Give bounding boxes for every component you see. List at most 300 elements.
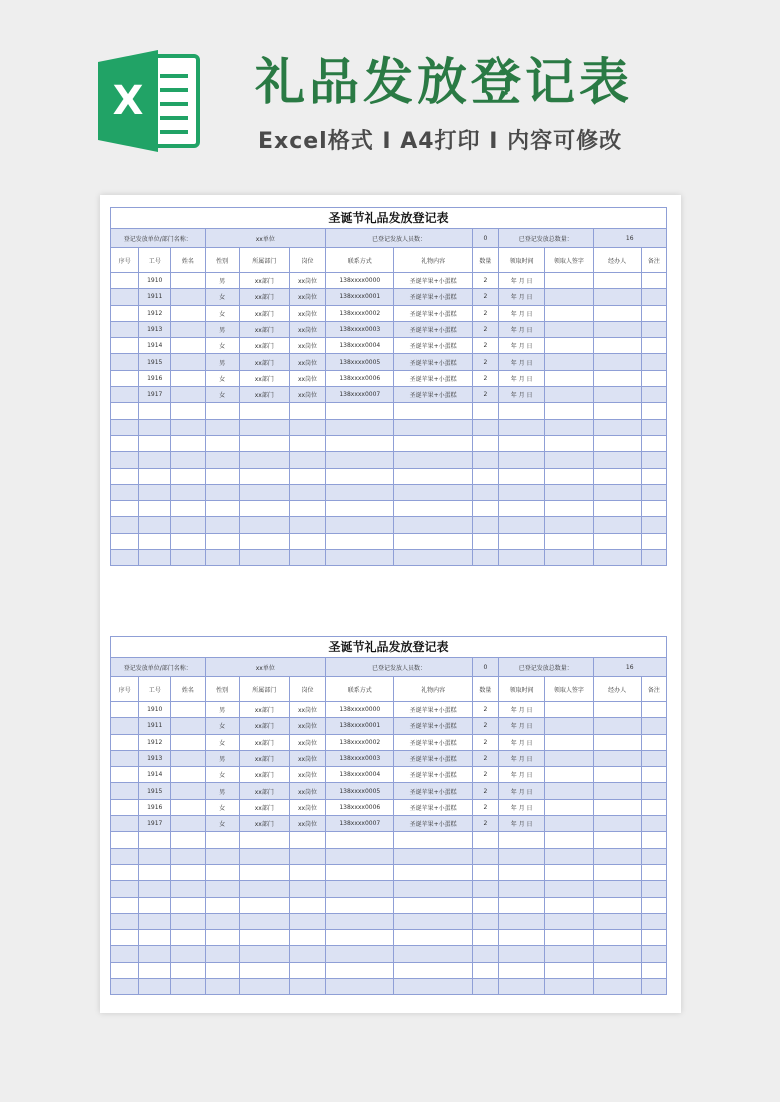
table-cell[interactable]: 138xxxx0001 (326, 289, 394, 305)
table-cell[interactable] (641, 897, 666, 913)
table-cell[interactable] (545, 750, 593, 766)
table-cell[interactable] (171, 305, 205, 321)
table-cell[interactable] (394, 501, 472, 517)
table-cell[interactable] (545, 370, 593, 386)
table-cell[interactable] (111, 930, 139, 946)
table-cell[interactable]: xx部门 (239, 750, 289, 766)
table-cell[interactable] (641, 484, 666, 500)
table-cell[interactable] (593, 517, 641, 533)
table-cell[interactable]: 138xxxx0000 (326, 273, 394, 289)
table-cell[interactable] (239, 930, 289, 946)
table-cell[interactable] (593, 484, 641, 500)
table-cell[interactable] (499, 848, 545, 864)
table-cell[interactable] (499, 930, 545, 946)
table-cell[interactable] (289, 435, 325, 451)
table-cell[interactable] (171, 979, 205, 995)
table-cell[interactable]: 男 (205, 702, 239, 718)
table-cell[interactable] (111, 702, 139, 718)
table-cell[interactable]: 138xxxx0002 (326, 305, 394, 321)
table-cell[interactable]: 138xxxx0000 (326, 702, 394, 718)
table-cell[interactable] (593, 734, 641, 750)
table-cell[interactable] (139, 864, 171, 880)
table-cell[interactable]: 年 月 日 (499, 799, 545, 815)
table-cell[interactable]: 1915 (139, 354, 171, 370)
table-cell[interactable] (326, 930, 394, 946)
table-cell[interactable]: 1917 (139, 816, 171, 832)
table-cell[interactable] (111, 321, 139, 337)
table-cell[interactable] (111, 848, 139, 864)
table-cell[interactable]: 2 (472, 718, 498, 734)
table-cell[interactable] (239, 962, 289, 978)
table-cell[interactable] (593, 419, 641, 435)
table-cell[interactable] (593, 533, 641, 549)
table-cell[interactable]: 圣诞苹果+小蛋糕 (394, 799, 472, 815)
table-cell[interactable] (289, 864, 325, 880)
table-cell[interactable] (545, 848, 593, 864)
table-cell[interactable] (641, 913, 666, 929)
table-cell[interactable]: 年 月 日 (499, 305, 545, 321)
table-cell[interactable] (326, 533, 394, 549)
table-cell[interactable]: 138xxxx0007 (326, 387, 394, 403)
table-cell[interactable] (472, 930, 498, 946)
table-cell[interactable]: 1913 (139, 321, 171, 337)
table-cell[interactable] (111, 370, 139, 386)
table-cell[interactable] (205, 979, 239, 995)
table-cell[interactable] (326, 484, 394, 500)
table-cell[interactable] (499, 897, 545, 913)
table-cell[interactable] (171, 832, 205, 848)
table-cell[interactable]: 138xxxx0004 (326, 338, 394, 354)
table-cell[interactable] (641, 799, 666, 815)
table-cell[interactable] (593, 816, 641, 832)
table-cell[interactable]: 138xxxx0001 (326, 718, 394, 734)
table-cell[interactable] (472, 517, 498, 533)
table-cell[interactable] (171, 848, 205, 864)
table-cell[interactable]: 2 (472, 354, 498, 370)
table-cell[interactable]: xx部门 (239, 305, 289, 321)
table-cell[interactable]: 年 月 日 (499, 734, 545, 750)
table-cell[interactable] (239, 419, 289, 435)
table-cell[interactable] (394, 962, 472, 978)
table-cell[interactable] (593, 305, 641, 321)
table-cell[interactable] (545, 864, 593, 880)
table-cell[interactable] (394, 946, 472, 962)
table-cell[interactable] (499, 913, 545, 929)
table-cell[interactable] (593, 962, 641, 978)
table-cell[interactable]: xx部门 (239, 370, 289, 386)
table-cell[interactable] (593, 767, 641, 783)
table-cell[interactable] (239, 533, 289, 549)
table-cell[interactable] (111, 387, 139, 403)
table-cell[interactable] (171, 517, 205, 533)
table-cell[interactable] (593, 550, 641, 566)
table-cell[interactable] (641, 979, 666, 995)
table-cell[interactable] (472, 533, 498, 549)
table-cell[interactable] (205, 484, 239, 500)
table-cell[interactable] (499, 517, 545, 533)
table-cell[interactable] (545, 979, 593, 995)
table-cell[interactable] (499, 550, 545, 566)
table-cell[interactable] (239, 864, 289, 880)
table-cell[interactable] (111, 517, 139, 533)
table-cell[interactable] (593, 468, 641, 484)
table-cell[interactable]: xx部门 (239, 799, 289, 815)
table-cell[interactable] (545, 783, 593, 799)
table-cell[interactable]: 2 (472, 370, 498, 386)
table-cell[interactable]: 女 (205, 718, 239, 734)
table-cell[interactable] (239, 897, 289, 913)
table-cell[interactable] (289, 979, 325, 995)
table-cell[interactable] (139, 403, 171, 419)
table-cell[interactable] (171, 864, 205, 880)
table-cell[interactable] (499, 962, 545, 978)
table-cell[interactable] (545, 321, 593, 337)
table-cell[interactable] (171, 387, 205, 403)
table-cell[interactable] (205, 848, 239, 864)
table-cell[interactable] (394, 452, 472, 468)
table-cell[interactable]: xx部门 (239, 354, 289, 370)
table-cell[interactable] (171, 783, 205, 799)
table-cell[interactable] (205, 501, 239, 517)
table-cell[interactable] (593, 881, 641, 897)
table-cell[interactable] (545, 816, 593, 832)
table-cell[interactable] (545, 897, 593, 913)
table-cell[interactable]: 男 (205, 750, 239, 766)
table-cell[interactable] (499, 979, 545, 995)
table-cell[interactable] (499, 419, 545, 435)
table-cell[interactable] (111, 452, 139, 468)
table-cell[interactable] (289, 913, 325, 929)
table-cell[interactable] (139, 946, 171, 962)
table-cell[interactable] (641, 832, 666, 848)
table-cell[interactable]: xx岗位 (289, 289, 325, 305)
table-cell[interactable] (593, 289, 641, 305)
table-cell[interactable] (289, 452, 325, 468)
table-cell[interactable]: 圣诞苹果+小蛋糕 (394, 305, 472, 321)
table-cell[interactable] (171, 913, 205, 929)
table-cell[interactable] (239, 517, 289, 533)
table-cell[interactable] (139, 848, 171, 864)
table-cell[interactable] (472, 864, 498, 880)
table-cell[interactable]: 2 (472, 734, 498, 750)
table-cell[interactable] (111, 718, 139, 734)
table-cell[interactable] (641, 501, 666, 517)
table-cell[interactable] (171, 946, 205, 962)
table-cell[interactable] (139, 435, 171, 451)
table-cell[interactable]: xx部门 (239, 783, 289, 799)
table-cell[interactable]: xx部门 (239, 321, 289, 337)
table-cell[interactable] (545, 718, 593, 734)
table-cell[interactable] (205, 881, 239, 897)
table-cell[interactable] (139, 881, 171, 897)
table-cell[interactable] (641, 370, 666, 386)
table-cell[interactable]: 女 (205, 338, 239, 354)
table-cell[interactable] (171, 338, 205, 354)
table-cell[interactable] (239, 403, 289, 419)
table-cell[interactable] (545, 354, 593, 370)
table-cell[interactable] (641, 354, 666, 370)
table-cell[interactable] (326, 517, 394, 533)
table-cell[interactable]: 女 (205, 816, 239, 832)
table-cell[interactable] (171, 435, 205, 451)
table-cell[interactable] (171, 501, 205, 517)
table-cell[interactable] (171, 370, 205, 386)
table-cell[interactable]: xx岗位 (289, 816, 325, 832)
table-cell[interactable]: 1913 (139, 750, 171, 766)
table-cell[interactable]: 圣诞苹果+小蛋糕 (394, 734, 472, 750)
table-cell[interactable]: xx岗位 (289, 702, 325, 718)
table-cell[interactable]: xx岗位 (289, 734, 325, 750)
table-cell[interactable] (289, 930, 325, 946)
table-cell[interactable] (545, 403, 593, 419)
table-cell[interactable] (171, 734, 205, 750)
table-cell[interactable] (545, 387, 593, 403)
table-cell[interactable] (111, 946, 139, 962)
table-cell[interactable] (394, 533, 472, 549)
table-cell[interactable] (394, 832, 472, 848)
table-cell[interactable] (289, 962, 325, 978)
table-cell[interactable]: xx部门 (239, 702, 289, 718)
table-cell[interactable] (111, 403, 139, 419)
table-cell[interactable] (289, 501, 325, 517)
table-cell[interactable] (326, 962, 394, 978)
table-cell[interactable] (593, 848, 641, 864)
table-cell[interactable] (205, 468, 239, 484)
table-cell[interactable]: xx部门 (239, 718, 289, 734)
table-cell[interactable]: 圣诞苹果+小蛋糕 (394, 750, 472, 766)
table-cell[interactable]: 圣诞苹果+小蛋糕 (394, 273, 472, 289)
table-cell[interactable] (205, 832, 239, 848)
table-cell[interactable] (394, 403, 472, 419)
table-cell[interactable] (593, 897, 641, 913)
table-cell[interactable] (593, 864, 641, 880)
table-cell[interactable]: 圣诞苹果+小蛋糕 (394, 718, 472, 734)
table-cell[interactable] (171, 750, 205, 766)
table-cell[interactable] (205, 419, 239, 435)
table-cell[interactable] (139, 419, 171, 435)
table-cell[interactable] (593, 387, 641, 403)
table-cell[interactable]: xx部门 (239, 387, 289, 403)
table-cell[interactable] (326, 419, 394, 435)
table-cell[interactable] (205, 550, 239, 566)
table-cell[interactable] (641, 387, 666, 403)
table-cell[interactable]: 2 (472, 783, 498, 799)
table-cell[interactable]: xx部门 (239, 734, 289, 750)
table-cell[interactable] (545, 517, 593, 533)
table-cell[interactable] (545, 484, 593, 500)
table-cell[interactable] (289, 533, 325, 549)
table-cell[interactable] (499, 484, 545, 500)
table-cell[interactable] (139, 484, 171, 500)
table-cell[interactable]: 女 (205, 370, 239, 386)
table-cell[interactable] (641, 273, 666, 289)
table-cell[interactable] (111, 501, 139, 517)
table-cell[interactable] (472, 550, 498, 566)
table-cell[interactable] (545, 767, 593, 783)
table-cell[interactable] (239, 468, 289, 484)
table-cell[interactable] (139, 913, 171, 929)
table-cell[interactable] (289, 897, 325, 913)
table-cell[interactable] (171, 550, 205, 566)
table-cell[interactable] (289, 468, 325, 484)
table-cell[interactable] (545, 799, 593, 815)
table-cell[interactable] (326, 501, 394, 517)
table-cell[interactable]: 男 (205, 273, 239, 289)
table-cell[interactable] (139, 930, 171, 946)
table-cell[interactable] (139, 517, 171, 533)
table-cell[interactable] (545, 273, 593, 289)
table-cell[interactable] (593, 750, 641, 766)
table-cell[interactable]: xx岗位 (289, 387, 325, 403)
table-cell[interactable] (472, 848, 498, 864)
total-quantity-value[interactable]: 16 (593, 229, 667, 248)
table-cell[interactable] (641, 550, 666, 566)
table-cell[interactable] (171, 468, 205, 484)
table-cell[interactable]: 圣诞苹果+小蛋糕 (394, 370, 472, 386)
table-cell[interactable] (499, 403, 545, 419)
table-cell[interactable] (545, 962, 593, 978)
table-cell[interactable] (326, 979, 394, 995)
table-cell[interactable] (326, 946, 394, 962)
table-cell[interactable] (205, 533, 239, 549)
table-cell[interactable]: xx岗位 (289, 750, 325, 766)
table-cell[interactable] (111, 832, 139, 848)
table-cell[interactable]: 1914 (139, 767, 171, 783)
table-cell[interactable] (205, 930, 239, 946)
table-cell[interactable] (139, 897, 171, 913)
table-cell[interactable] (472, 452, 498, 468)
table-cell[interactable] (394, 435, 472, 451)
table-cell[interactable] (111, 783, 139, 799)
table-cell[interactable]: 2 (472, 387, 498, 403)
table-cell[interactable] (472, 897, 498, 913)
table-cell[interactable] (499, 468, 545, 484)
table-cell[interactable] (111, 881, 139, 897)
table-cell[interactable] (394, 517, 472, 533)
table-cell[interactable] (289, 848, 325, 864)
table-cell[interactable] (239, 848, 289, 864)
table-cell[interactable]: 年 月 日 (499, 702, 545, 718)
table-cell[interactable] (593, 832, 641, 848)
table-cell[interactable] (641, 702, 666, 718)
table-cell[interactable] (111, 419, 139, 435)
table-cell[interactable] (472, 484, 498, 500)
table-cell[interactable] (472, 468, 498, 484)
table-cell[interactable]: 年 月 日 (499, 718, 545, 734)
table-cell[interactable] (171, 962, 205, 978)
table-cell[interactable] (111, 864, 139, 880)
table-cell[interactable] (239, 501, 289, 517)
table-cell[interactable] (394, 864, 472, 880)
table-cell[interactable] (205, 864, 239, 880)
table-cell[interactable]: 女 (205, 289, 239, 305)
table-cell[interactable] (472, 419, 498, 435)
table-cell[interactable] (139, 979, 171, 995)
table-cell[interactable] (472, 435, 498, 451)
table-cell[interactable] (171, 452, 205, 468)
table-cell[interactable] (641, 338, 666, 354)
table-cell[interactable] (394, 881, 472, 897)
table-cell[interactable]: 138xxxx0004 (326, 767, 394, 783)
table-cell[interactable] (239, 946, 289, 962)
table-cell[interactable]: 圣诞苹果+小蛋糕 (394, 767, 472, 783)
table-cell[interactable] (593, 702, 641, 718)
table-cell[interactable] (593, 913, 641, 929)
table-cell[interactable] (593, 435, 641, 451)
table-cell[interactable] (171, 403, 205, 419)
table-cell[interactable]: 2 (472, 702, 498, 718)
table-cell[interactable] (641, 289, 666, 305)
table-cell[interactable]: 1911 (139, 718, 171, 734)
table-cell[interactable] (289, 881, 325, 897)
table-cell[interactable] (593, 321, 641, 337)
table-cell[interactable]: 年 月 日 (499, 816, 545, 832)
table-cell[interactable]: xx岗位 (289, 799, 325, 815)
table-cell[interactable]: 1912 (139, 305, 171, 321)
table-cell[interactable] (326, 881, 394, 897)
table-cell[interactable] (111, 273, 139, 289)
table-cell[interactable] (326, 897, 394, 913)
table-cell[interactable] (472, 832, 498, 848)
table-cell[interactable]: 2 (472, 799, 498, 815)
table-cell[interactable] (171, 289, 205, 305)
table-cell[interactable] (394, 913, 472, 929)
table-cell[interactable] (111, 435, 139, 451)
table-cell[interactable] (499, 533, 545, 549)
table-cell[interactable] (111, 289, 139, 305)
table-cell[interactable] (593, 946, 641, 962)
table-cell[interactable]: 圣诞苹果+小蛋糕 (394, 702, 472, 718)
table-cell[interactable] (593, 501, 641, 517)
table-cell[interactable]: 1911 (139, 289, 171, 305)
unit-value[interactable]: xx单位 (205, 229, 326, 248)
table-cell[interactable] (171, 273, 205, 289)
table-cell[interactable] (289, 550, 325, 566)
table-cell[interactable] (171, 799, 205, 815)
table-cell[interactable]: 女 (205, 799, 239, 815)
table-cell[interactable]: xx部门 (239, 338, 289, 354)
table-cell[interactable] (641, 403, 666, 419)
table-cell[interactable]: 年 月 日 (499, 767, 545, 783)
table-cell[interactable]: 2 (472, 273, 498, 289)
table-cell[interactable] (593, 403, 641, 419)
table-cell[interactable] (239, 435, 289, 451)
table-cell[interactable]: xx岗位 (289, 370, 325, 386)
table-cell[interactable] (641, 419, 666, 435)
table-cell[interactable] (326, 452, 394, 468)
table-cell[interactable] (472, 946, 498, 962)
table-cell[interactable] (205, 452, 239, 468)
table-cell[interactable] (593, 338, 641, 354)
table-cell[interactable]: 138xxxx0003 (326, 321, 394, 337)
table-cell[interactable] (326, 435, 394, 451)
table-cell[interactable] (472, 979, 498, 995)
table-cell[interactable] (139, 501, 171, 517)
table-cell[interactable]: 1912 (139, 734, 171, 750)
table-cell[interactable]: xx部门 (239, 289, 289, 305)
table-cell[interactable]: 男 (205, 783, 239, 799)
table-cell[interactable] (239, 452, 289, 468)
table-cell[interactable] (545, 734, 593, 750)
table-cell[interactable]: xx部门 (239, 816, 289, 832)
table-cell[interactable] (326, 864, 394, 880)
table-cell[interactable] (641, 452, 666, 468)
table-cell[interactable] (545, 452, 593, 468)
table-cell[interactable] (545, 533, 593, 549)
table-cell[interactable] (111, 468, 139, 484)
table-cell[interactable]: 女 (205, 305, 239, 321)
table-cell[interactable] (289, 946, 325, 962)
